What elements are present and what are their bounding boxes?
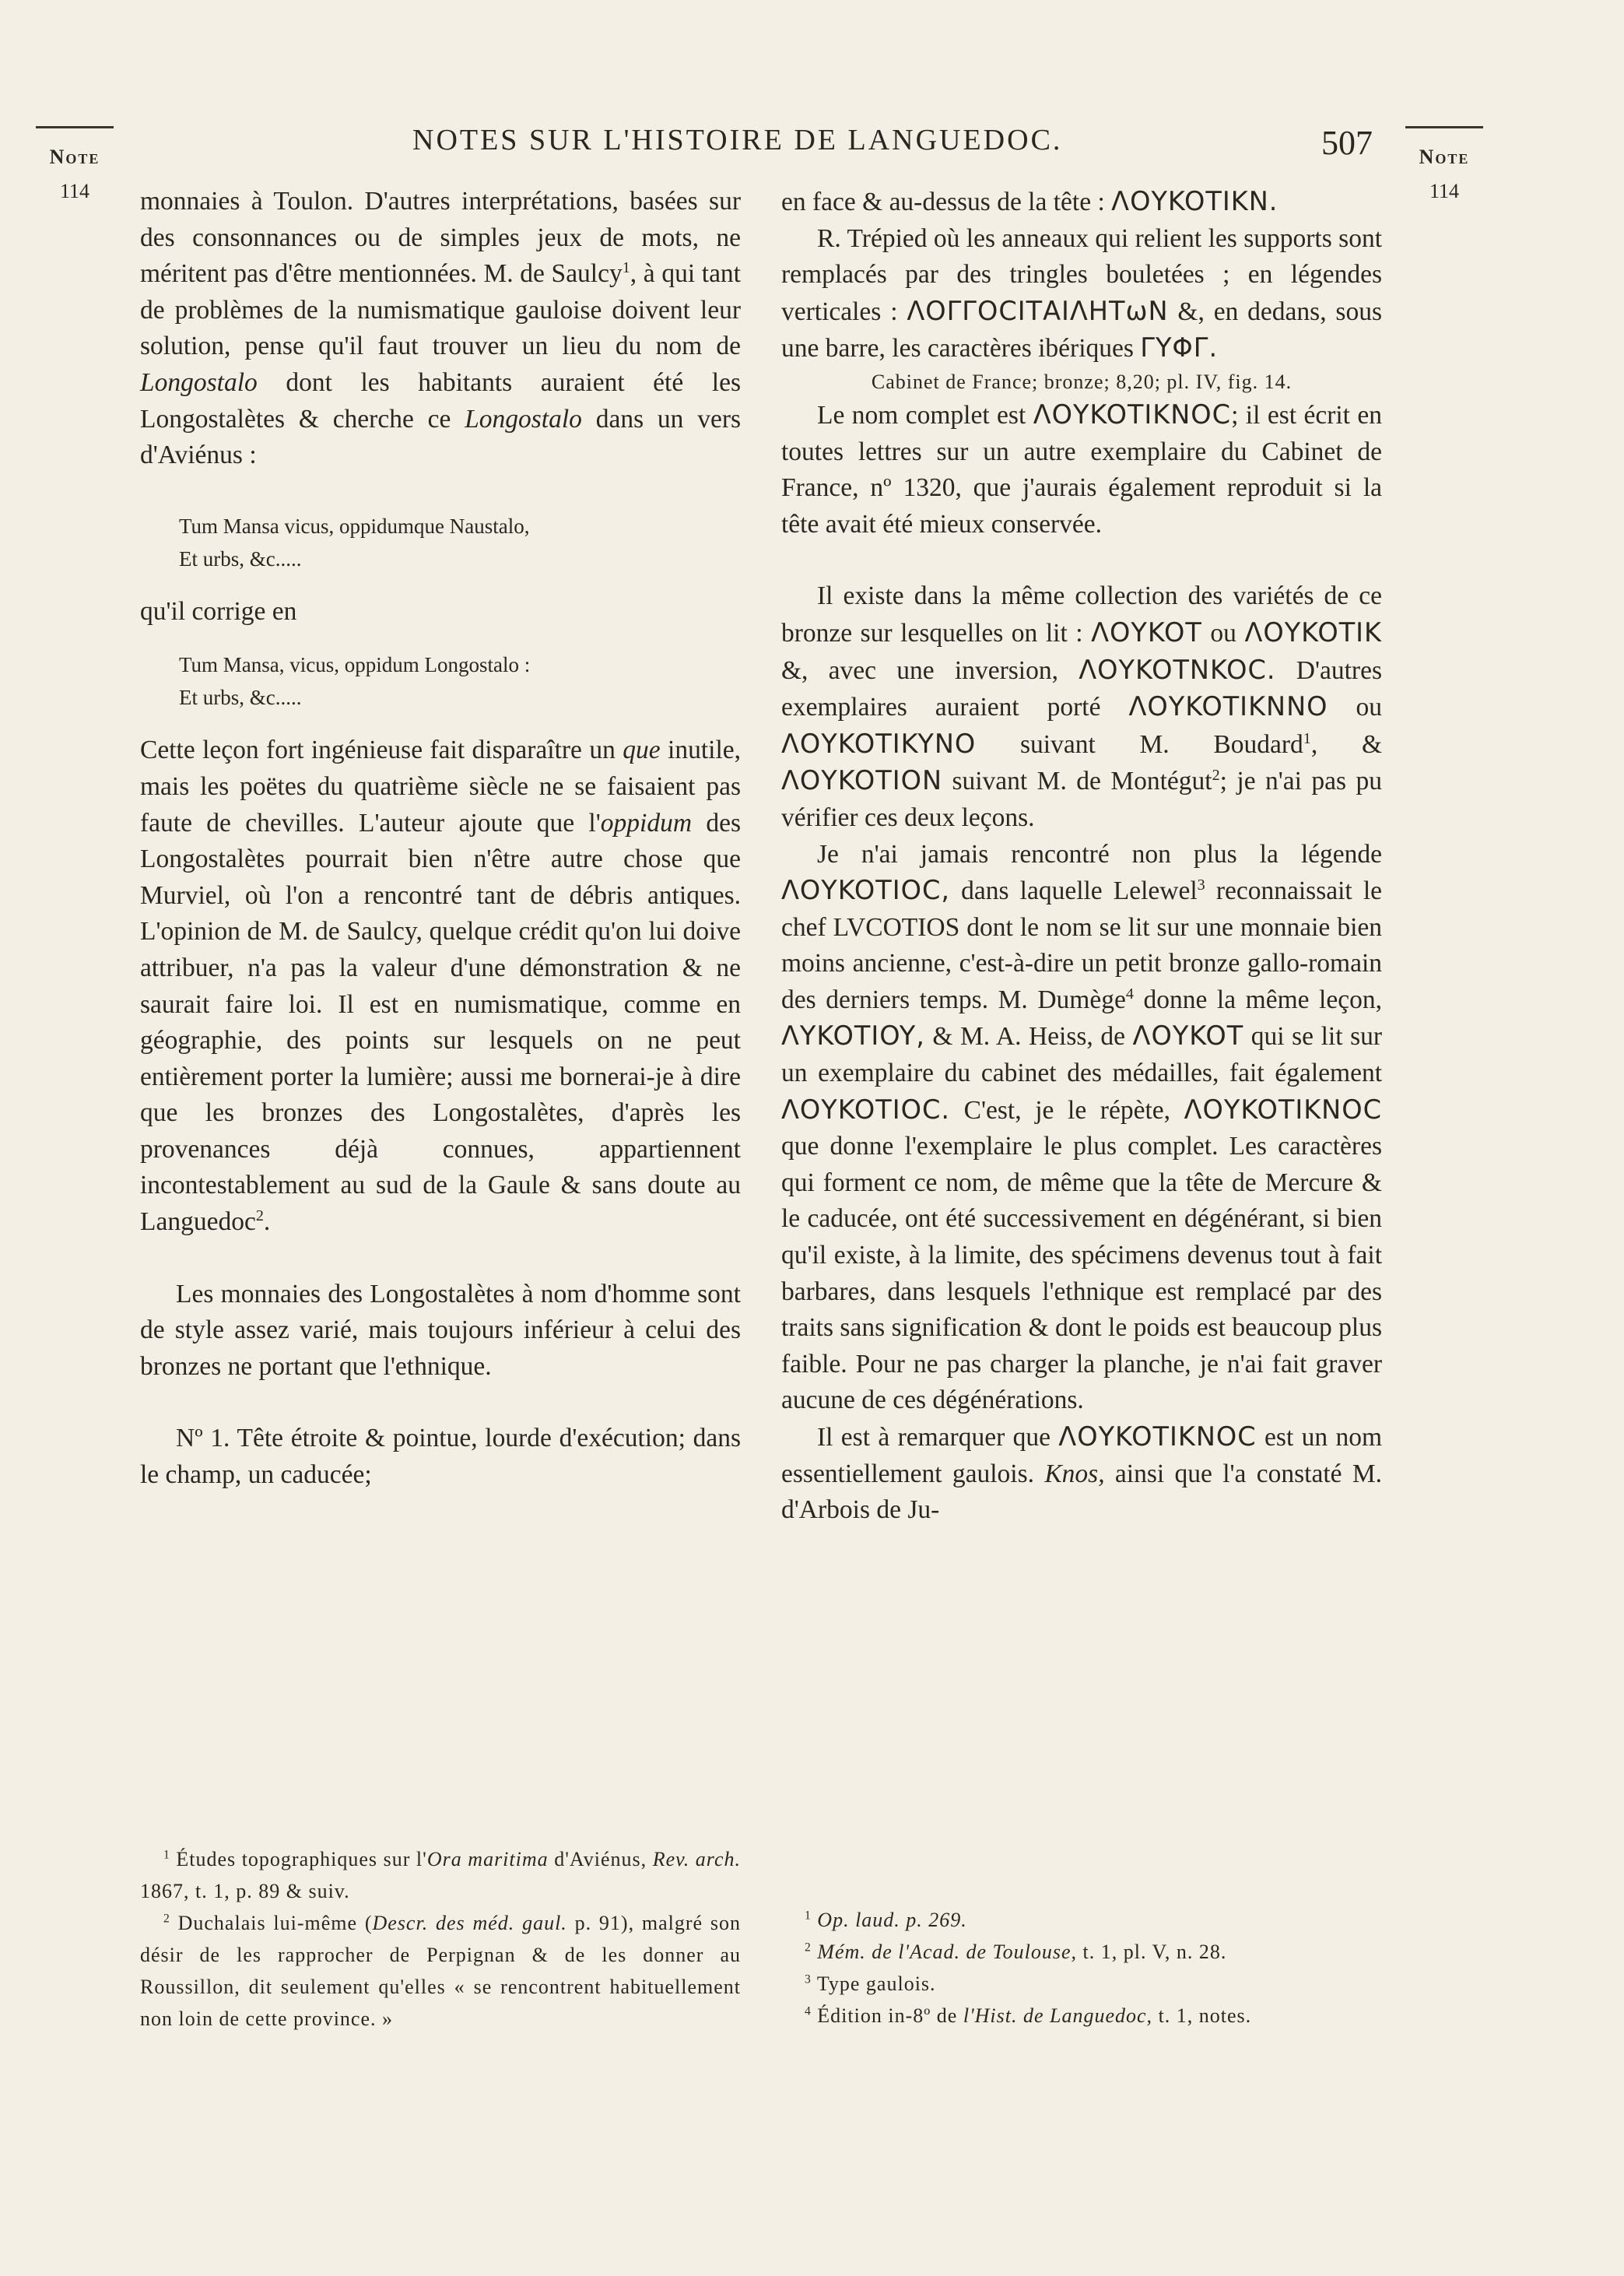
margin-rule (36, 126, 114, 128)
margin-note-label: Note (49, 146, 100, 168)
margin-note-number: 114 (1429, 180, 1460, 202)
paragraph: Nº 1. Tête étroite & pointue, lourde d'exécution; dans le champ, un caducée; (140, 1424, 741, 1490)
footnotes-left (140, 1843, 741, 2035)
paragraph: en face & au-dessus de la tête : ΛΟΥKOTIKN. (781, 186, 1279, 216)
paragraph: Je n'ai jamais rencontré non plus la légende ΛΟΥKOTIOC, dans laquelle Lelewel$^3$ reconnaissait le chef LVCOTIOS dont le nom se lit sur une monnaie bien moins ancienne, c'est-à-dire un petit bronze gallo-romain des derniers temps. M. Dumège$^4$ donne la même leçon, ΛΥKOTIOY, & M. A. Heiss, de ΛΟΥKOT qui se lit sur un exemplaire du cabinet des médailles, fait également ΛΟΥKOTIOC. C'est, je le répète, ΛΟΥKOTIKNOC que donne l'exemplaire le plus complet. Les caractères qui forment ce nom, de même que la tête de Mercure & le caducée, ont été successivement en dégénérant, si bien qu'il existe, à la limite, des spécimens devenus tout à fait barbares, dans lesquels l'ethnique est remplacé par des traits sans signification & dont le poids est beaucoup plus faible. Pour ne pas charger la planche, je n'ai fait graver aucune de ces dégénérations. (781, 839, 1383, 1415)
footnote: $^2$ Mém. de l'Acad. de Toulouse, t. 1, pl. V, n. 28. (805, 1941, 1227, 1963)
page-number: 507 (1321, 124, 1373, 162)
footnote: $^3$ Type gaulois. (805, 1972, 936, 1995)
paragraph: Il est à remarquer que ΛΟΥKOTIKNOC est un nom essentiellement gaulois. Knos, ainsi que l'a constaté M. d'Arbois de Ju- (781, 1421, 1383, 1525)
paragraph: Les monnaies des Longostalètes à nom d'homme sont de style assez varié, mais toujours inférieur à celui des bronzes ne portant que l'ethnique. (140, 1279, 741, 1381)
margin-note-number: 114 (59, 180, 90, 202)
verse-quote: Tum Mansa vicus, oppidumque Naustalo, Et urbs, &c..... (179, 514, 530, 571)
iberian-characters: ΓΥΦΓ. (1140, 332, 1219, 364)
footnote: $^4$ Édition in-8º de l'Hist. de Languedoc, t. 1, notes. (805, 2004, 1252, 2027)
paragraph: Le nom complet est ΛΟΥKOTIKNOC; il est écrit en toutes lettres sur un autre exemplaire du Cabinet de France, nº 1320, que j'aurais également reproduit si la tête avait été mieux conservée. (781, 399, 1383, 539)
plate-caption: Cabinet de France; bronze; 8,20; pl. IV, fig. 14. (871, 370, 1293, 393)
paragraph: monnaies à Toulon. D'autres interprétations, basées sur des consonnances ou de simples jeux de mots, ne méritent pas d'être mentionnées. M. de Saulcy$^1$, à qui tant de problèmes de la numismatique gauloise doivent leur solution, pense qu'il faut trouver un lieu du nom de Longostalo dont les habitants auraient été les Longostalètes & cherche ce Longostalo dans un vers d'Aviénus : (140, 187, 742, 470)
paragraph: Il existe dans la même collection des variétés de ce bronze sur lesquelles on lit : ΛΟΥKOT ou ΛΟΥKOTIK &, avec une inversion, ΛΟΥKOTNKOC. D'autres exemplaires auraient porté ΛΟΥKOTIKNNO ou ΛΟΥKOTIKYNO suivant M. Boudard$^1$, & ΛΟΥKOTION suivant M. de Montégut$^2$; je n'ai pas pu vérifier ces deux leçons. (781, 581, 1383, 832)
paragraph: R. Trépied où les anneaux qui relient les supports sont remplacés par des tringles bouletées ; en légendes verticales : ΛΟΓΓΟCΙΤΑΙΛΗΤωΝ &, en dedans, sous une barre, les caractères ibériques ΓΥΦΓ. (781, 223, 1382, 364)
legend-text: ΛΟΓΓΟCΙΤΑΙΛΗΤωΝ (907, 295, 1169, 326)
margin-rule (1405, 126, 1483, 128)
right-column (781, 184, 1382, 1529)
footnote: $^1$ Études topographiques sur l'Ora maritima d'Aviénus, Rev. arch. 1867, t. 1, p. 89 & suiv. (140, 1848, 741, 1902)
legend-text: ΛΟΥKOTIKN. (1111, 186, 1279, 216)
paragraph: Cette leçon fort ingénieuse fait disparaître un que inutile, mais les poëtes du quatrième siècle ne se faisaient pas faute de chevilles. L'auteur ajoute que l'oppidum des Longostalètes pourrait bien n'être autre chose que Murviel, où l'on a rencontré tant de débris antiques. L'opinion de M. de Saulcy, quelque crédit qu'on lui doive attribuer, n'a pas la valeur d'une démonstration & ne saurait faire loi. Il est en numismatique, comme en géographie, des points sur lesquels on ne peut entièrement porter la lumière; aussi me bornerai-je à dire que les bronzes des Longostalètes, d'après les provenances déjà connues, appartiennent incontestablement au sud de la Gaule & sans doute au Languedoc$^2$. (140, 736, 742, 1237)
running-head: NOTES SUR L'HISTOIRE DE LANGUEDOC. (412, 124, 1063, 156)
margin-note-label: Note (1419, 146, 1470, 168)
footnotes-right (781, 1904, 1382, 2032)
margin-note-left (36, 126, 114, 203)
verse-quote: Tum Mansa, vicus, oppidum Longostalo : Et urbs, &c..... (179, 653, 531, 710)
paragraph: qu'il corrige en (140, 596, 297, 626)
left-column (140, 184, 741, 1494)
footnote: $^2$ Duchalais lui-même (Descr. des méd. gaul. p. 91), malgré son désir de les rapprocher de Perpignan & de les donner au Roussillon, dit seulement qu'elles « se rencontrent habituellement non loin de cette province. » (140, 1912, 741, 2030)
margin-note-right (1405, 126, 1483, 203)
footnote: $^1$ Op. laud. p. 269. (805, 1909, 967, 1931)
